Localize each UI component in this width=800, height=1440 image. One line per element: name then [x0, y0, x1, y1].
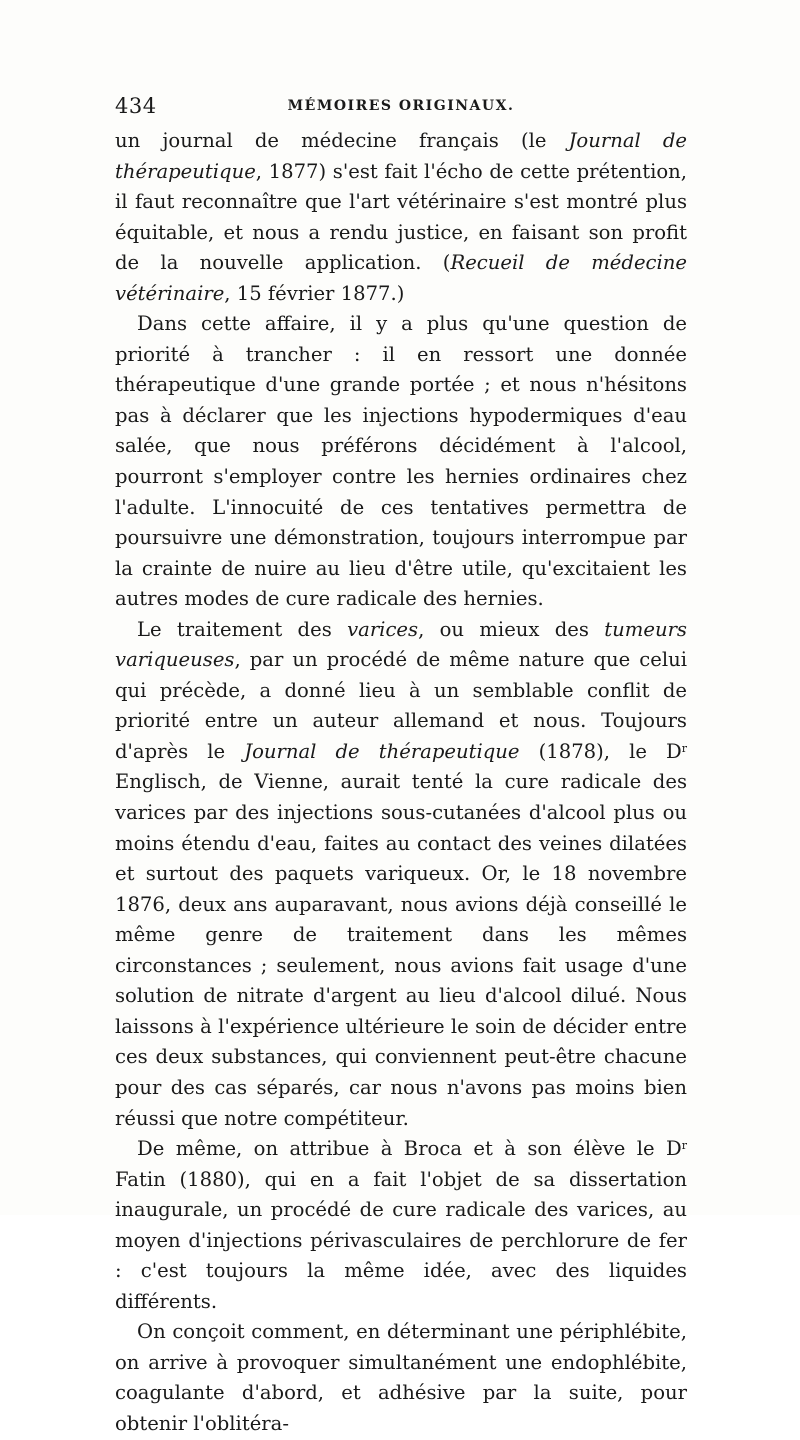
text-run: , 15 février 1877.) — [224, 281, 405, 305]
text-run: On conçoit comment, en déterminant une périphlébite, on arrive à provoquer simultanément une endophlébite, coagulante d'abord, et adhésive par la suite, pour obtenir l'oblitéra- — [115, 1320, 687, 1435]
text-run: Fatin (1880), qui en a fait l'objet de sa dissertation inaugurale, un procédé de cure radicale des varices, au moyen d'injections périvasculaires de perchlorure de fer : c'est toujours la même idée, avec des liquides différents. — [115, 1167, 687, 1313]
superscript: r — [681, 1139, 687, 1153]
text-run: , 1877) s'est fait l'écho de cette prétention, il faut reconnaître que l'art vétérinaire s'est montré plus équitable, et nous a rendu justice, en faisant son profit de la nouvelle application. ( — [115, 159, 687, 275]
italic-term: tumeurs variqueuses — [115, 617, 687, 672]
superscript: r — [681, 741, 688, 755]
paragraph-4 — [115, 1134, 687, 1317]
page-header — [115, 94, 687, 124]
journal-title-italic: Journal de thérapeutique — [115, 129, 688, 183]
paragraph-1 — [115, 126, 687, 309]
text-run: , par un procédé de même nature que celui qui précède, a donné lieu à un semblable conflit de priorité entre un auteur allemand et nous. Toujours d'après le — [115, 648, 687, 763]
italic-term: varices — [347, 617, 419, 641]
text-run: Dans cette affaire, il y a plus qu'une question de priorité à trancher : il en ressort une donnée thérapeutique d'une grande portée ; et nous n'hésitons pas à déclarer que les injections hypodermiques d'eau salée, que nous préférons décidément à l'alcool, pourront s'employer contre les hernies ordinaires chez l'adulte. L'innocuité de ces tentatives permettra de poursuivre une démonstration, toujours interrompue par la crainte de nuire au lieu d'être utile, qu'excitaient les autres modes de cure radicale des hernies. — [115, 312, 687, 611]
journal-title-italic: Journal de thérapeutique — [244, 739, 520, 763]
body-text — [115, 126, 687, 1440]
paragraph-5 — [115, 1317, 687, 1439]
text-run: (1878), le D — [519, 739, 682, 763]
paragraph-2 — [115, 309, 687, 614]
text-run: , ou mieux des — [418, 617, 605, 641]
text-run: Le traitement des — [137, 617, 348, 641]
text-run: un journal de médecine français (le — [115, 129, 569, 152]
running-head: MÉMOIRES ORIGINAUX. — [287, 98, 515, 114]
text-run: De même, on attribue à Broca et à son élève le D — [137, 1137, 682, 1161]
journal-title-italic: Recueil de médecine vétérinaire — [115, 251, 688, 305]
text-run: Englisch, de Vienne, aurait tenté la cure radicale des varices par des injections sous-cutanées d'alcool plus ou moins étendu d'eau, faites au contact des veines dilatées et surtout des paquets variqueux. Or, le 18 novembre 1876, deux ans auparavant, nous avions déjà conseillé le même genre de traitement dans les mêmes circonstances ; seulement, nous avions fait usage d'une solution de nitrate d'argent au lieu d'alcool dilué. Nous laissons à l'expérience ultérieure le soin de décider entre ces deux substances, qui conviennent peut-être chacune pour des cas séparés, car nous n'avons pas moins bien réussi que notre compétiteur. — [115, 770, 687, 1130]
page-number: 434 — [115, 94, 157, 118]
paragraph-3 — [115, 615, 687, 1134]
